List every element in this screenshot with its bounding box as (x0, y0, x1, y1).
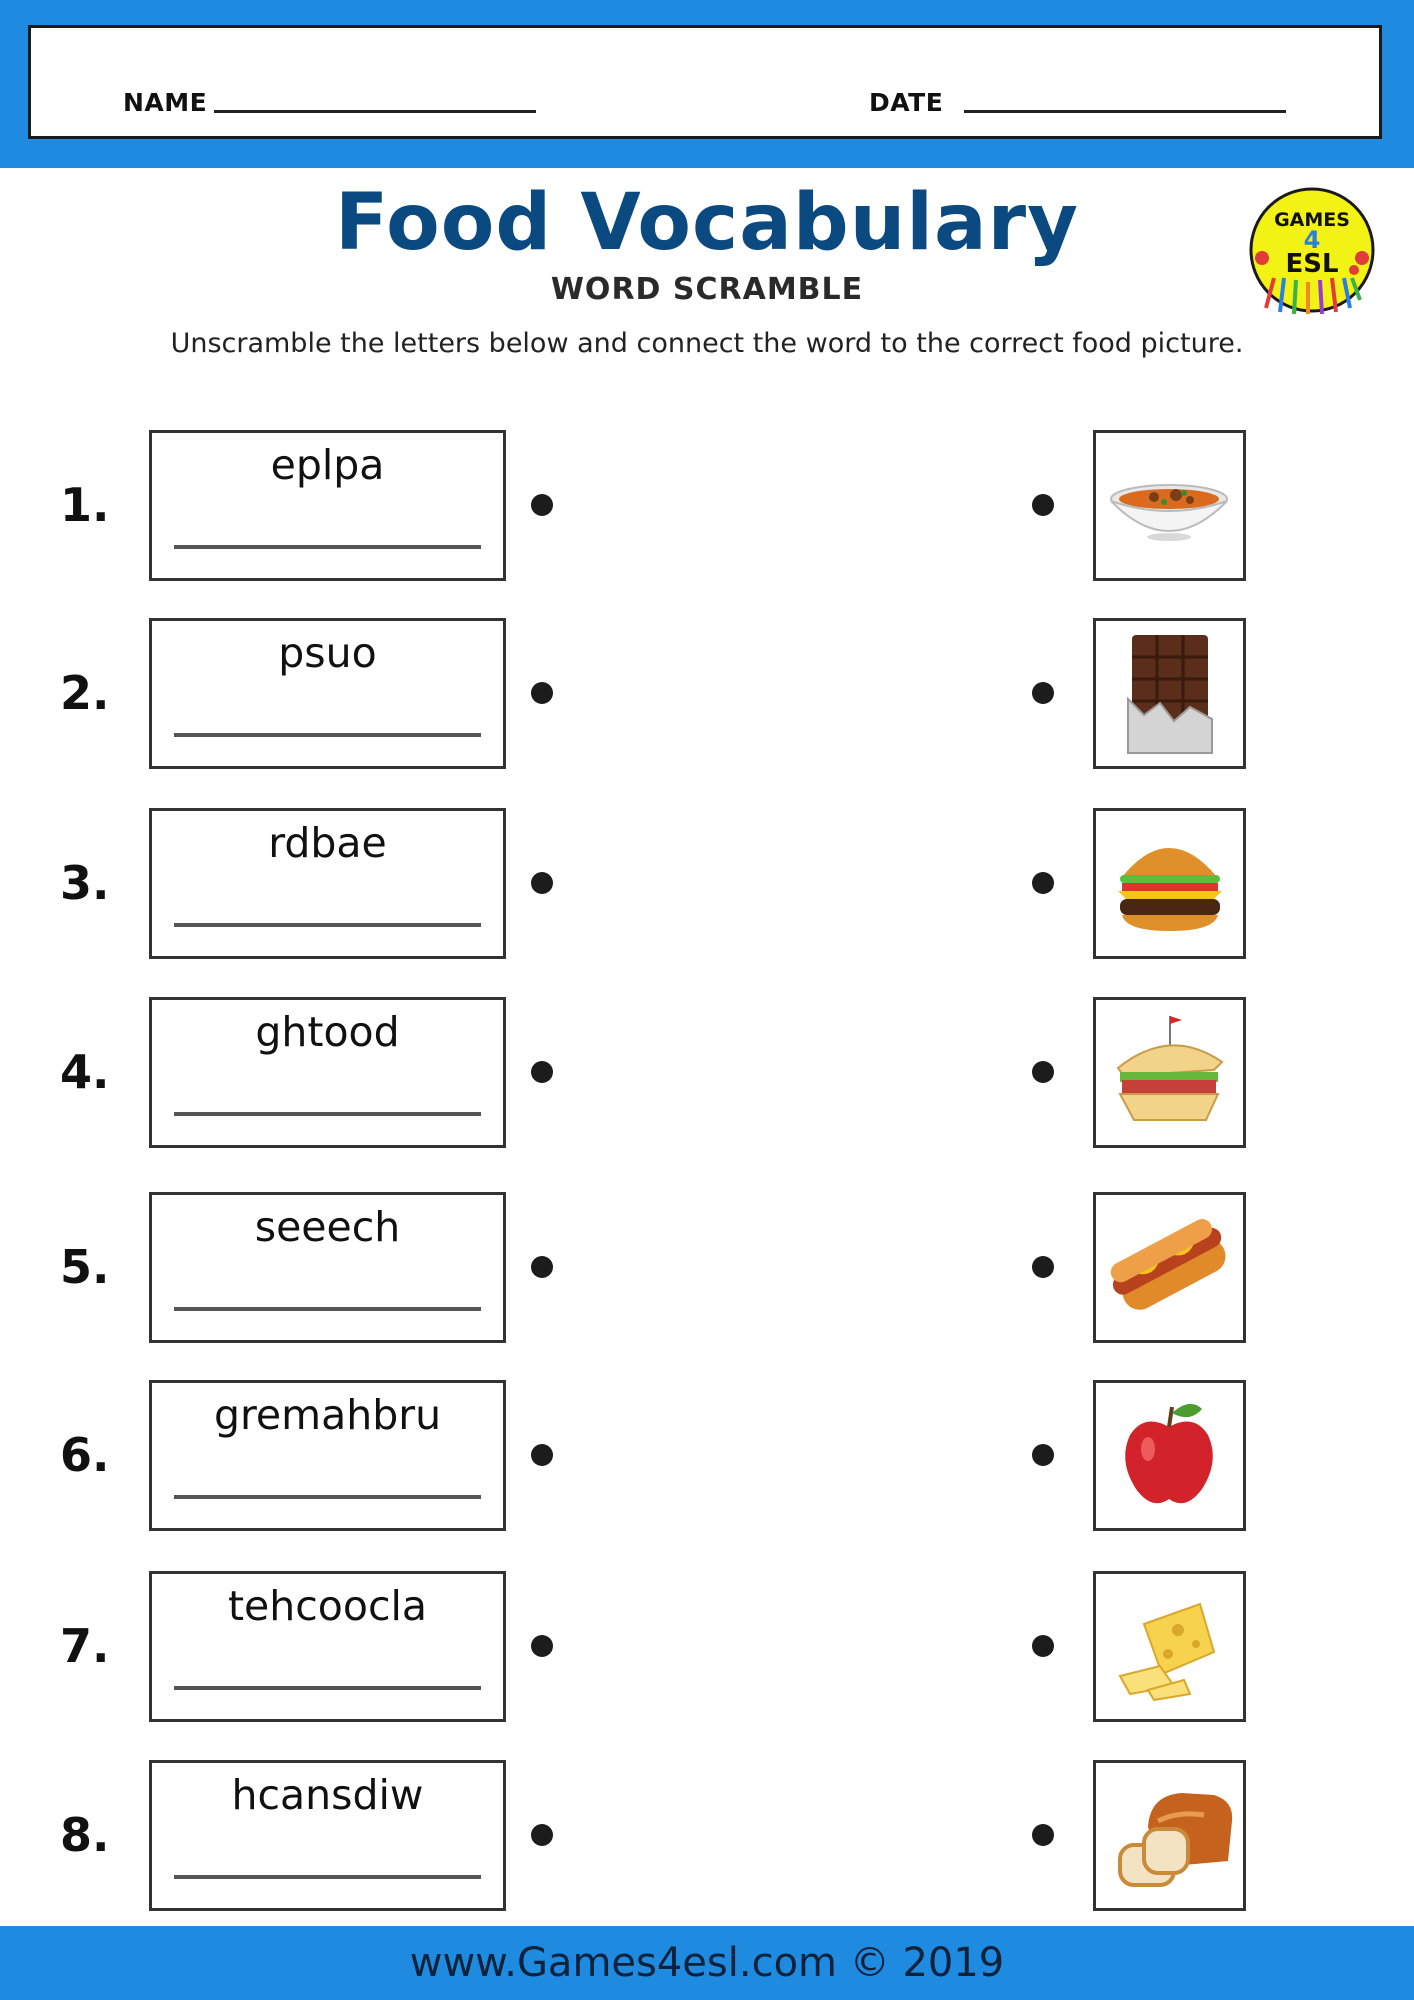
page-subtitle: WORD SCRAMBLE (550, 272, 864, 307)
item-row (0, 430, 1414, 580)
date-label: DATE (869, 88, 944, 117)
right-connect-dot[interactable] (1032, 872, 1054, 894)
right-connect-dot[interactable] (1032, 1444, 1054, 1466)
left-connect-dot[interactable] (531, 1256, 553, 1278)
answer-line[interactable] (174, 1875, 481, 1879)
answer-line[interactable] (174, 1112, 481, 1116)
picture-box (1093, 430, 1246, 581)
scrambled-word: eplpa (270, 441, 385, 489)
scrambled-word: tehcoocla (227, 1582, 428, 1630)
word-box (149, 997, 506, 1148)
left-connect-dot[interactable] (531, 494, 553, 516)
right-connect-dot[interactable] (1032, 1061, 1054, 1083)
item-row (0, 1192, 1414, 1342)
bread-loaf-icon (1104, 1771, 1235, 1900)
chocolate-bar-icon (1104, 629, 1235, 758)
scrambled-word: seeech (254, 1203, 401, 1251)
item-number: 3. (60, 856, 110, 910)
right-connect-dot[interactable] (1032, 682, 1054, 704)
instructions: Unscramble the letters below and connect the word to the correct food picture. (170, 328, 1244, 359)
cheese-icon (1104, 1582, 1235, 1711)
date-line[interactable] (964, 110, 1286, 113)
apple-icon (1104, 1391, 1235, 1520)
right-connect-dot[interactable] (1032, 494, 1054, 516)
logo-text-esl: ESL (1285, 249, 1339, 279)
item-row (0, 997, 1414, 1147)
scrambled-word: psuo (278, 629, 377, 677)
item-number: 1. (60, 478, 110, 532)
word-box (149, 1571, 506, 1722)
scrambled-word: rdbae (268, 819, 387, 867)
left-connect-dot[interactable] (531, 1635, 553, 1657)
scrambled-word: ghtood (255, 1008, 400, 1056)
item-row (0, 1380, 1414, 1530)
logo-text-games: GAMES (1274, 209, 1350, 231)
item-number: 6. (60, 1428, 110, 1482)
picture-box (1093, 1571, 1246, 1722)
answer-line[interactable] (174, 923, 481, 927)
answer-line[interactable] (174, 1686, 481, 1690)
logo-text-4: 4 (1303, 226, 1321, 254)
sandwich-icon (1104, 1008, 1235, 1137)
item-number: 4. (60, 1045, 110, 1099)
picture-box (1093, 997, 1246, 1148)
picture-box (1093, 1760, 1246, 1911)
right-connect-dot[interactable] (1032, 1256, 1054, 1278)
footer-url[interactable]: www.Games4esl.com © 2019 (409, 1940, 1005, 1986)
answer-line[interactable] (174, 1307, 481, 1311)
word-box (149, 1380, 506, 1531)
item-number: 2. (60, 666, 110, 720)
picture-box (1093, 1380, 1246, 1531)
right-connect-dot[interactable] (1032, 1635, 1054, 1657)
answer-line[interactable] (174, 1495, 481, 1499)
left-connect-dot[interactable] (531, 1824, 553, 1846)
hamburger-icon (1104, 819, 1235, 948)
answer-line[interactable] (174, 545, 481, 549)
scrambled-word: hcansdiw (231, 1771, 424, 1819)
left-connect-dot[interactable] (531, 682, 553, 704)
hot-dog-icon (1104, 1203, 1235, 1332)
item-row (0, 1760, 1414, 1910)
item-number: 7. (60, 1619, 110, 1673)
left-connect-dot[interactable] (531, 1444, 553, 1466)
page-title: Food Vocabulary (335, 178, 1079, 268)
item-row (0, 618, 1414, 768)
word-box (149, 430, 506, 581)
item-row (0, 1571, 1414, 1721)
word-box (149, 1760, 506, 1911)
picture-box (1093, 618, 1246, 769)
item-row (0, 808, 1414, 958)
left-connect-dot[interactable] (531, 1061, 553, 1083)
word-box (149, 618, 506, 769)
item-number: 5. (60, 1240, 110, 1294)
name-line[interactable] (214, 110, 536, 113)
word-box (149, 1192, 506, 1343)
left-connect-dot[interactable] (531, 872, 553, 894)
name-label: NAME (123, 88, 208, 117)
name-date-box (28, 25, 1382, 139)
picture-box (1093, 1192, 1246, 1343)
picture-box (1093, 808, 1246, 959)
answer-line[interactable] (174, 733, 481, 737)
right-connect-dot[interactable] (1032, 1824, 1054, 1846)
item-number: 8. (60, 1808, 110, 1862)
scrambled-word: gremahbru (213, 1391, 442, 1439)
soup-bowl-icon (1104, 441, 1235, 570)
word-box (149, 808, 506, 959)
games4esl-logo (1248, 186, 1376, 314)
